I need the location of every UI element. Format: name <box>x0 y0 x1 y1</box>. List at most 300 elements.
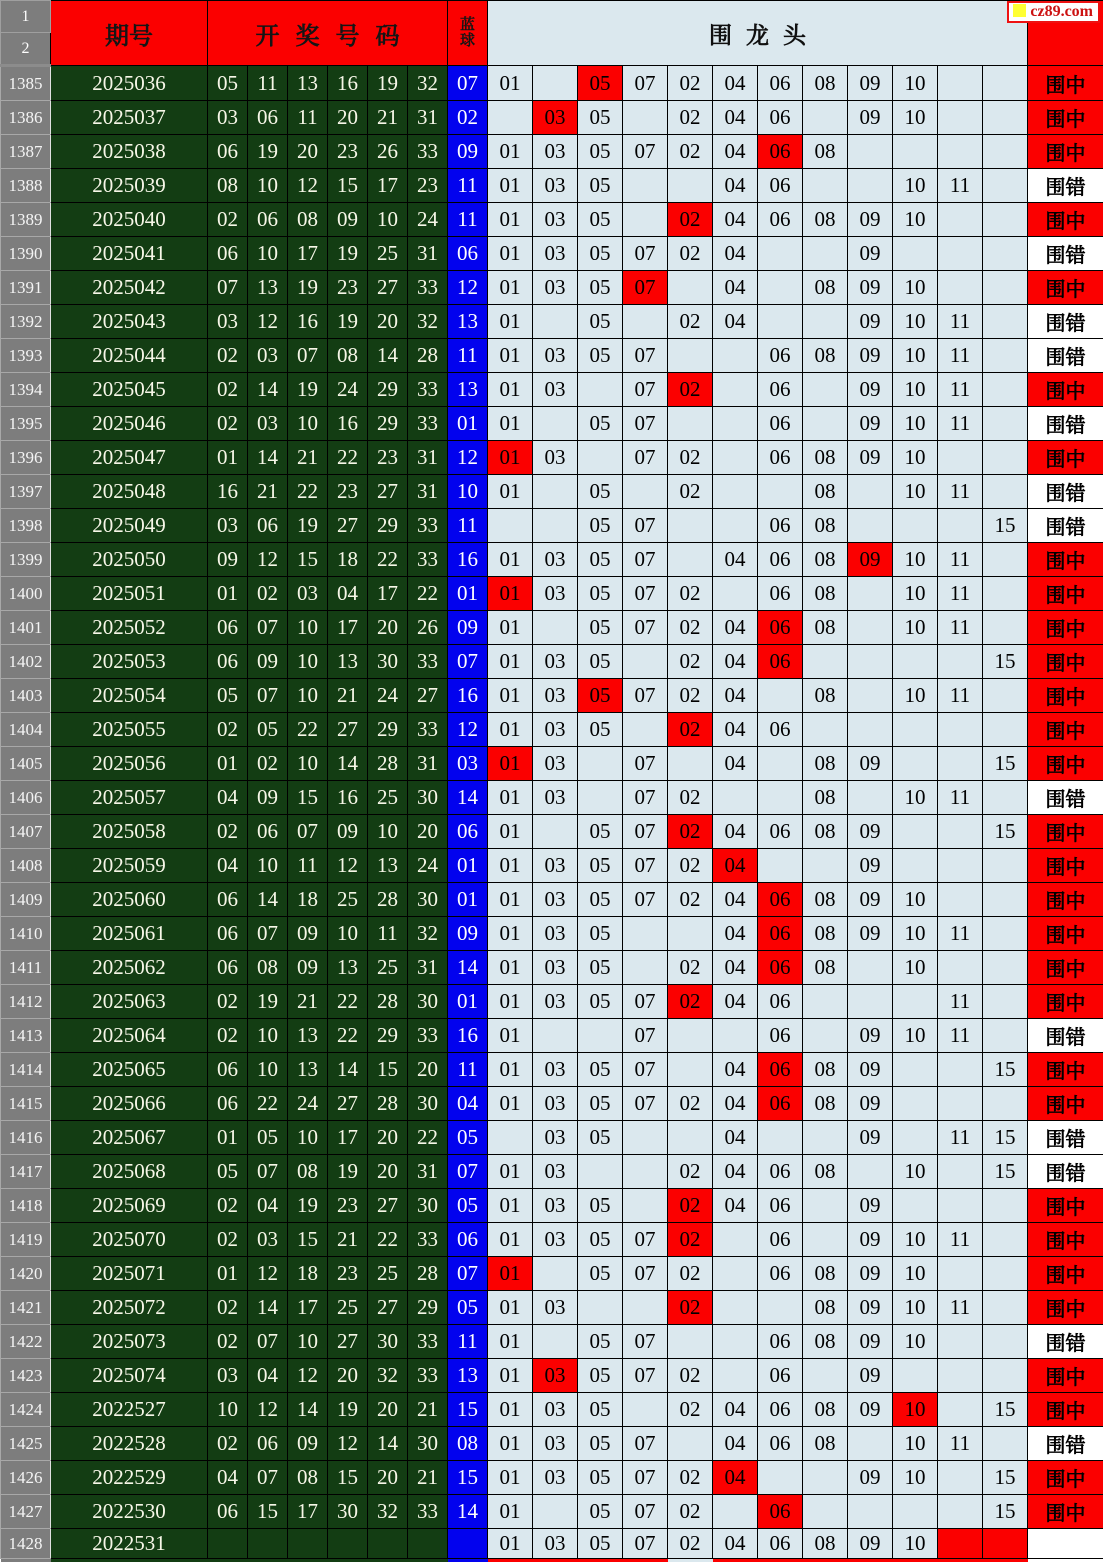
grid-cell: 02 <box>668 373 713 407</box>
chart-row <box>1 815 1103 849</box>
red-ball-cell: 22 <box>288 475 328 509</box>
grid-cell <box>893 985 938 1019</box>
blue-ball-cell: 11 <box>448 1053 488 1087</box>
red-ball-cell: 33 <box>408 509 448 543</box>
red-ball-cell: 25 <box>368 951 408 985</box>
grid-cell: 05 <box>578 883 623 917</box>
grid-cell: 04 <box>713 305 758 339</box>
grid-cell: 06 <box>758 577 803 611</box>
grid-cell: 08 <box>803 339 848 373</box>
period-cell: 2025073 <box>51 1325 208 1359</box>
chart-row <box>1 1427 1103 1461</box>
grid-cell <box>983 237 1028 271</box>
grid-cell: 10 <box>893 169 938 203</box>
grid-cell <box>938 1495 983 1529</box>
partial-cell <box>848 1559 893 1562</box>
grid-cell: 07 <box>623 1257 668 1291</box>
red-ball-cell: 23 <box>328 475 368 509</box>
grid-cell: 03 <box>533 781 578 815</box>
grid-cell <box>848 781 893 815</box>
red-ball-cell: 13 <box>328 645 368 679</box>
grid-cell <box>983 883 1028 917</box>
red-ball-cell: 33 <box>408 1019 448 1053</box>
red-ball-cell: 21 <box>328 679 368 713</box>
grid-cell: 04 <box>713 1461 758 1495</box>
grid-cell: 01 <box>488 679 533 713</box>
blue-ball-cell: 07 <box>448 1155 488 1189</box>
red-ball-cell: 23 <box>328 271 368 305</box>
period-cell: 2025047 <box>51 441 208 475</box>
grid-cell: 02 <box>668 1223 713 1257</box>
grid-cell <box>803 101 848 135</box>
grid-cell: 07 <box>623 1359 668 1393</box>
result-cell: 围中 <box>1028 1291 1103 1325</box>
grid-cell: 03 <box>533 441 578 475</box>
red-ball-cell: 03 <box>208 101 248 135</box>
red-ball-cell: 18 <box>288 883 328 917</box>
grid-cell: 03 <box>533 237 578 271</box>
result-cell: 围中 <box>1028 679 1103 713</box>
grid-cell: 03 <box>533 1427 578 1461</box>
row-number: 1422 <box>1 1325 51 1359</box>
grid-cell <box>803 407 848 441</box>
red-ball-cell: 07 <box>248 917 288 951</box>
red-ball-cell: 33 <box>408 1359 448 1393</box>
red-ball-cell: 19 <box>328 237 368 271</box>
grid-cell: 06 <box>758 1325 803 1359</box>
red-ball-cell: 02 <box>208 1291 248 1325</box>
grid-cell: 04 <box>713 985 758 1019</box>
chart-row <box>1 1325 1103 1359</box>
grid-cell: 02 <box>668 645 713 679</box>
red-ball-cell: 33 <box>408 645 448 679</box>
chart-row <box>1 1495 1103 1529</box>
grid-cell <box>668 747 713 781</box>
partial-cell <box>623 1559 668 1562</box>
grid-cell: 01 <box>488 1155 533 1189</box>
grid-cell: 05 <box>578 679 623 713</box>
grid-cell: 10 <box>893 951 938 985</box>
grid-cell: 09 <box>848 1121 893 1155</box>
partial-cell <box>1 1559 51 1562</box>
row-number: 1407 <box>1 815 51 849</box>
grid-cell: 01 <box>488 135 533 169</box>
red-ball-cell: 22 <box>328 1019 368 1053</box>
grid-cell: 08 <box>803 917 848 951</box>
grid-cell: 08 <box>803 475 848 509</box>
grid-cell: 11 <box>938 917 983 951</box>
grid-cell: 02 <box>668 1393 713 1427</box>
partial-cell <box>368 1559 408 1562</box>
period-cell: 2025038 <box>51 135 208 169</box>
result-cell: 围中 <box>1028 1461 1103 1495</box>
grid-cell: 02 <box>668 1359 713 1393</box>
red-ball-cell: 16 <box>288 305 328 339</box>
red-ball-cell: 24 <box>368 679 408 713</box>
grid-cell: 15 <box>983 509 1028 543</box>
grid-cell: 05 <box>578 1257 623 1291</box>
grid-cell <box>938 747 983 781</box>
period-cell: 2025058 <box>51 815 208 849</box>
grid-cell <box>668 169 713 203</box>
grid-cell: 08 <box>803 135 848 169</box>
grid-cell: 06 <box>758 1427 803 1461</box>
chart-row <box>1 577 1103 611</box>
grid-cell: 07 <box>623 679 668 713</box>
grid-cell <box>848 951 893 985</box>
grid-cell: 05 <box>578 815 623 849</box>
grid-cell: 09 <box>848 917 893 951</box>
grid-cell <box>983 305 1028 339</box>
period-cell: 2025057 <box>51 781 208 815</box>
period-cell: 2025042 <box>51 271 208 305</box>
result-cell: 围中 <box>1028 713 1103 747</box>
grid-cell: 01 <box>488 1393 533 1427</box>
grid-cell <box>938 441 983 475</box>
grid-cell: 01 <box>488 611 533 645</box>
row-number: 1386 <box>1 101 51 135</box>
grid-cell: 08 <box>803 1087 848 1121</box>
red-ball-cell: 24 <box>408 203 448 237</box>
grid-cell: 03 <box>533 577 578 611</box>
grid-cell: 08 <box>803 441 848 475</box>
grid-cell: 04 <box>713 1427 758 1461</box>
red-ball-cell: 20 <box>368 305 408 339</box>
grid-cell <box>758 747 803 781</box>
red-ball-cell: 02 <box>208 339 248 373</box>
red-ball-cell: 02 <box>208 1019 248 1053</box>
grid-cell: 07 <box>623 271 668 305</box>
grid-cell <box>623 475 668 509</box>
grid-cell <box>533 475 578 509</box>
grid-cell: 04 <box>713 1053 758 1087</box>
red-ball-cell: 23 <box>328 1257 368 1291</box>
grid-cell: 04 <box>713 951 758 985</box>
red-ball-cell: 05 <box>208 679 248 713</box>
row-number: 1414 <box>1 1053 51 1087</box>
chart-row <box>1 679 1103 713</box>
grid-cell: 07 <box>623 1223 668 1257</box>
grid-cell: 01 <box>488 373 533 407</box>
red-ball-cell: 22 <box>288 713 328 747</box>
row-number: 1399 <box>1 543 51 577</box>
grid-cell <box>938 271 983 305</box>
grid-cell: 06 <box>758 1529 803 1559</box>
grid-cell <box>848 1155 893 1189</box>
grid-cell: 10 <box>893 917 938 951</box>
grid-cell: 05 <box>578 169 623 203</box>
result-cell: 围中 <box>1028 1223 1103 1257</box>
grid-cell: 02 <box>668 1529 713 1559</box>
grid-cell <box>803 237 848 271</box>
red-ball-cell: 02 <box>208 1427 248 1461</box>
red-ball-cell: 17 <box>368 169 408 203</box>
row-number: 1387 <box>1 135 51 169</box>
grid-cell: 15 <box>983 1121 1028 1155</box>
grid-cell <box>533 407 578 441</box>
row-number: 1397 <box>1 475 51 509</box>
grid-cell <box>983 441 1028 475</box>
grid-cell: 05 <box>578 66 623 101</box>
red-ball-cell: 32 <box>368 1359 408 1393</box>
grid-cell: 09 <box>848 1019 893 1053</box>
row-number: 1404 <box>1 713 51 747</box>
red-ball-cell: 06 <box>208 135 248 169</box>
grid-cell: 07 <box>623 373 668 407</box>
grid-cell: 04 <box>713 169 758 203</box>
red-ball-cell: 20 <box>368 1121 408 1155</box>
blue-ball-cell: 16 <box>448 1019 488 1053</box>
grid-cell <box>893 645 938 679</box>
grid-cell: 01 <box>488 1359 533 1393</box>
grid-cell: 06 <box>758 203 803 237</box>
grid-cell: 07 <box>623 1495 668 1529</box>
chart-row <box>1 66 1103 101</box>
red-ball-cell: 33 <box>408 1495 448 1529</box>
red-ball-cell: 06 <box>208 237 248 271</box>
row-number: 1400 <box>1 577 51 611</box>
grid-cell: 01 <box>488 781 533 815</box>
result-cell: 围错 <box>1028 169 1103 203</box>
grid-cell <box>803 1189 848 1223</box>
grid-cell <box>713 339 758 373</box>
grid-cell <box>803 1121 848 1155</box>
grid-cell <box>578 1291 623 1325</box>
grid-cell: 04 <box>713 645 758 679</box>
red-ball-cell: 22 <box>408 577 448 611</box>
row-number: 1411 <box>1 951 51 985</box>
red-ball-cell: 27 <box>368 1291 408 1325</box>
grid-cell: 11 <box>938 1019 983 1053</box>
red-ball-cell: 29 <box>368 373 408 407</box>
red-ball-cell: 09 <box>208 543 248 577</box>
grid-cell: 07 <box>623 815 668 849</box>
grid-cell: 10 <box>893 339 938 373</box>
grid-cell: 02 <box>668 815 713 849</box>
blue-ball-cell: 11 <box>448 339 488 373</box>
blue-ball-cell: 04 <box>448 1087 488 1121</box>
grid-cell: 09 <box>848 237 893 271</box>
grid-cell: 01 <box>488 713 533 747</box>
blue-ball-cell: 12 <box>448 713 488 747</box>
grid-cell <box>983 169 1028 203</box>
chart-row <box>1 883 1103 917</box>
grid-cell: 11 <box>938 985 983 1019</box>
grid-cell <box>893 509 938 543</box>
grid-cell: 05 <box>578 135 623 169</box>
red-ball-cell: 14 <box>248 373 288 407</box>
red-ball-cell: 15 <box>288 781 328 815</box>
blue-ball-cell: 09 <box>448 611 488 645</box>
partial-cell <box>408 1559 448 1562</box>
red-ball-cell: 06 <box>208 1053 248 1087</box>
grid-cell <box>623 101 668 135</box>
red-ball-cell: 17 <box>288 1495 328 1529</box>
red-ball-cell: 02 <box>208 203 248 237</box>
grid-cell <box>938 1529 983 1559</box>
grid-cell <box>533 1257 578 1291</box>
period-cell: 2025071 <box>51 1257 208 1291</box>
red-ball-cell: 17 <box>288 237 328 271</box>
red-ball-cell: 11 <box>288 101 328 135</box>
grid-cell: 08 <box>803 679 848 713</box>
grid-cell: 09 <box>848 1053 893 1087</box>
period-cell: 2025046 <box>51 407 208 441</box>
chart-row <box>1 1087 1103 1121</box>
grid-cell <box>848 1427 893 1461</box>
grid-cell: 08 <box>803 951 848 985</box>
chart-row <box>1 543 1103 577</box>
grid-cell <box>983 1529 1028 1559</box>
red-ball-cell: 12 <box>248 1393 288 1427</box>
red-ball-cell: 30 <box>408 1087 448 1121</box>
red-ball-cell: 09 <box>328 815 368 849</box>
partial-cell <box>893 1559 938 1562</box>
red-ball-cell: 22 <box>368 1223 408 1257</box>
row-number: 1396 <box>1 441 51 475</box>
red-ball-cell: 27 <box>328 1087 368 1121</box>
row-number: 1418 <box>1 1189 51 1223</box>
period-cell: 2022528 <box>51 1427 208 1461</box>
grid-cell <box>623 203 668 237</box>
period-cell: 2025072 <box>51 1291 208 1325</box>
result-cell: 围中 <box>1028 849 1103 883</box>
grid-cell: 05 <box>578 543 623 577</box>
red-ball-cell: 20 <box>328 101 368 135</box>
grid-cell: 06 <box>758 169 803 203</box>
grid-cell: 10 <box>893 1291 938 1325</box>
grid-cell <box>803 1019 848 1053</box>
red-ball-cell: 10 <box>248 169 288 203</box>
blue-ball-cell: 01 <box>448 407 488 441</box>
red-ball-cell: 25 <box>368 1257 408 1291</box>
grid-cell: 03 <box>533 1529 578 1559</box>
red-ball-cell: 28 <box>368 985 408 1019</box>
result-cell: 围错 <box>1028 339 1103 373</box>
period-cell: 2025054 <box>51 679 208 713</box>
grid-cell: 01 <box>488 1223 533 1257</box>
grid-cell: 11 <box>938 577 983 611</box>
row-number: 1385 <box>1 66 51 101</box>
red-ball-cell: 27 <box>408 679 448 713</box>
grid-cell: 04 <box>713 1393 758 1427</box>
red-ball-cell: 10 <box>288 645 328 679</box>
grid-cell <box>848 611 893 645</box>
blue-ball-cell: 13 <box>448 1359 488 1393</box>
grid-cell <box>938 66 983 101</box>
red-ball-cell: 17 <box>328 611 368 645</box>
red-ball-cell: 22 <box>328 441 368 475</box>
grid-cell: 05 <box>578 1189 623 1223</box>
grid-cell: 06 <box>758 1053 803 1087</box>
red-ball-cell: 19 <box>288 373 328 407</box>
grid-cell: 10 <box>893 611 938 645</box>
grid-cell <box>983 66 1028 101</box>
grid-cell <box>668 1325 713 1359</box>
red-ball-cell: 31 <box>408 101 448 135</box>
red-ball-cell: 20 <box>368 611 408 645</box>
red-ball-cell: 09 <box>288 917 328 951</box>
partial-cell <box>288 1559 328 1562</box>
grid-cell: 06 <box>758 1223 803 1257</box>
period-cell: 2025070 <box>51 1223 208 1257</box>
grid-cell: 11 <box>938 781 983 815</box>
grid-cell: 09 <box>848 815 893 849</box>
chart-row <box>1 645 1103 679</box>
grid-cell <box>893 1359 938 1393</box>
grid-cell <box>938 645 983 679</box>
red-ball-cell <box>328 1529 368 1559</box>
grid-cell: 02 <box>668 1257 713 1291</box>
row-number: 1406 <box>1 781 51 815</box>
grid-cell: 03 <box>533 101 578 135</box>
result-cell: 围中 <box>1028 66 1103 101</box>
red-ball-cell: 07 <box>248 1325 288 1359</box>
red-ball-cell: 15 <box>328 1461 368 1495</box>
red-ball-cell: 06 <box>248 815 288 849</box>
grid-cell <box>623 645 668 679</box>
grid-cell: 02 <box>668 611 713 645</box>
red-ball-cell: 03 <box>208 305 248 339</box>
red-ball-cell: 07 <box>248 679 288 713</box>
red-ball-cell: 02 <box>208 1189 248 1223</box>
grid-cell <box>983 543 1028 577</box>
red-ball-cell: 28 <box>408 339 448 373</box>
grid-cell: 10 <box>893 373 938 407</box>
grid-cell <box>893 713 938 747</box>
grid-cell: 06 <box>758 713 803 747</box>
grid-cell: 10 <box>893 1325 938 1359</box>
grid-cell: 09 <box>848 339 893 373</box>
grid-cell: 04 <box>713 543 758 577</box>
chart-row <box>1 1461 1103 1495</box>
red-ball-cell: 30 <box>328 1495 368 1529</box>
grid-cell: 08 <box>803 1257 848 1291</box>
red-ball-cell: 02 <box>208 407 248 441</box>
grid-cell: 07 <box>623 339 668 373</box>
red-ball-cell: 14 <box>248 883 288 917</box>
grid-cell: 06 <box>758 543 803 577</box>
red-ball-cell: 20 <box>408 1053 448 1087</box>
grid-cell: 01 <box>488 1087 533 1121</box>
red-ball-cell: 02 <box>208 373 248 407</box>
period-cell: 2025052 <box>51 611 208 645</box>
grid-cell: 06 <box>758 883 803 917</box>
period-cell: 2025066 <box>51 1087 208 1121</box>
grid-cell <box>758 1121 803 1155</box>
red-ball-cell: 10 <box>208 1393 248 1427</box>
blue-ball-cell: 08 <box>448 1427 488 1461</box>
result-cell: 围中 <box>1028 1495 1103 1529</box>
site-badge[interactable] <box>1007 1 1100 23</box>
grid-cell: 11 <box>938 679 983 713</box>
grid-cell <box>983 1189 1028 1223</box>
red-ball-cell: 33 <box>408 713 448 747</box>
result-cell: 围中 <box>1028 985 1103 1019</box>
grid-cell <box>803 1495 848 1529</box>
grid-cell: 06 <box>758 1019 803 1053</box>
red-ball-cell: 23 <box>328 1189 368 1223</box>
partial-cell <box>938 1559 983 1562</box>
grid-cell: 02 <box>668 883 713 917</box>
grid-cell: 07 <box>623 747 668 781</box>
grid-cell: 03 <box>533 271 578 305</box>
grid-cell: 01 <box>488 271 533 305</box>
red-ball-cell: 30 <box>408 1427 448 1461</box>
red-ball-cell: 31 <box>408 951 448 985</box>
grid-cell: 15 <box>983 815 1028 849</box>
red-ball-cell: 04 <box>208 849 248 883</box>
